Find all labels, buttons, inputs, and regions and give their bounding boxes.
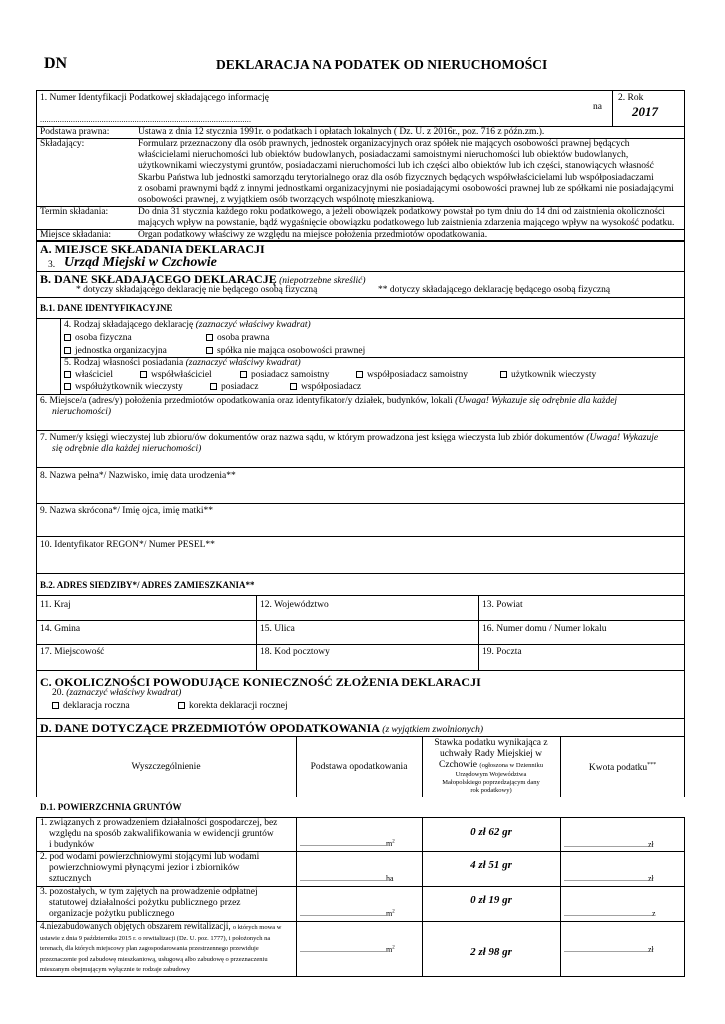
- divider: [60, 357, 61, 394]
- row4-label: 4.niezabudowanych objętych obszarem rewitalizacji, o których mowa w ustawie z dnia 9 października 2015 r. o rewitalizacji (Dz. U. poz. 1777), i położonych na terenach, dla których miejscowy plan zagospodarowania przestrzennego przewiduje przeznaczenie pod zabudowę mieszkaniową, usługową albo zabudowę o przeznaczeniu mieszanym obejmującym wyłącznie te rodzaje zabudowy: [40, 921, 282, 974]
- field6[interactable]: 6. Miejsce/a (adres/y) położenia przedmiotów opodatkowania oraz identyfikator/y działek, budynków, lokali (Uwaga! Wykazuje się odrębnie dla każdej nieruchomości): [40, 396, 618, 417]
- checkbox[interactable]: [206, 347, 213, 354]
- row3-label: 3. pozostałych, w tym zajętych na prowadzenie odpłatnej statutowej działalności pożytku publicznego przez organizacje pożytku publicznego: [40, 887, 258, 919]
- divider: [612, 90, 613, 126]
- row1-amount[interactable]: ..........................................zł: [564, 840, 654, 849]
- field3-num: 3.: [48, 260, 56, 270]
- col-kwota: Kwota podatku***: [588, 762, 657, 774]
- year-na: na: [593, 102, 602, 112]
- divider: [36, 644, 685, 645]
- opt-wlasciciel[interactable]: właściciel: [64, 370, 113, 380]
- field20-heading: 20. (zaznaczyć właściwy kwadrat): [52, 688, 182, 698]
- divider: [36, 736, 685, 737]
- row2-label: 2. pod wodami powierzchniowymi stojącymi lub wodami powierzchniowymi płynącymi jezior i zbiorników sztucznych: [40, 852, 260, 884]
- addr-wojewodztwo[interactable]: 12. Województwo: [260, 600, 329, 610]
- checkbox[interactable]: [240, 371, 247, 378]
- addr-numer-domu[interactable]: 16. Numer domu / Numer lokalu: [482, 624, 607, 634]
- b1-title: B.1. DANE IDENTYFIKACYJNE: [40, 303, 173, 313]
- row3-amount[interactable]: ............................................z: [564, 909, 656, 918]
- form-title: DEKLARACJA NA PODATEK OD NIERUCHOMOŚCI: [216, 57, 548, 72]
- divider: [478, 595, 479, 670]
- basis-text: Ustawa z dnia 12 stycznia 1991r. o podatkach i opłatach lokalnych ( Dz. U. z 2016r., poz. 716 z późn.zm.).: [138, 127, 545, 137]
- section-d-heading: [40, 721, 483, 736]
- row4-rate: 2 zł 98 gr: [470, 946, 512, 958]
- checkbox[interactable]: [290, 383, 297, 390]
- col-stawka: Stawka podatku wynikająca z uchwały Rady Miejskiej w Czchowie (ogłoszona w Dzienniku Urzędowym Województwa Małopolskiego poprzedzającym dany rok podatkowy): [434, 738, 548, 794]
- row1-rate: 0 zł 62 gr: [470, 826, 512, 838]
- addr-miejscowosc[interactable]: 17. Miejscowość: [40, 647, 105, 657]
- divider: [36, 670, 685, 671]
- addr-powiat[interactable]: 13. Powiat: [482, 600, 523, 610]
- filers-label: Składający:: [40, 139, 85, 149]
- checkbox[interactable]: [64, 371, 71, 378]
- field9[interactable]: 9. Nazwa skrócona*/ Imię ojca, imię matki**: [40, 506, 214, 516]
- opt-jednostka-organizacyjna[interactable]: jednostka organizacyjna: [64, 346, 167, 356]
- field8[interactable]: 8. Nazwa pełna*/ Nazwisko, imię data urodzenia**: [40, 471, 236, 481]
- place-label: Miejsce składania:: [40, 230, 111, 240]
- col-podstawa: Podstawa opodatkowania: [310, 762, 408, 772]
- d1-title: D.1. POWIERZCHNIA GRUNTÓW: [40, 802, 182, 812]
- divider: [36, 718, 685, 719]
- divider: [296, 736, 297, 976]
- opt-deklaracja-roczna[interactable]: deklaracja roczna: [52, 701, 130, 711]
- divider: [36, 467, 685, 468]
- checkbox[interactable]: [178, 702, 185, 709]
- checkbox[interactable]: [500, 371, 507, 378]
- nip-label: 1. Numer Identyfikacji Podatkowej składającego informację: [40, 93, 269, 103]
- divider: [256, 595, 257, 670]
- section-d-title: D. DANE DOTYCZĄCE PRZEDMIOTÓW OPODATKOWANIA: [40, 721, 380, 735]
- addr-kod-pocztowy[interactable]: 18. Kod pocztowy: [260, 647, 330, 657]
- addr-kraj[interactable]: 11. Kraj: [40, 600, 71, 610]
- divider: [36, 573, 685, 574]
- opt-posiadacz[interactable]: posiadacz: [210, 382, 258, 392]
- checkbox[interactable]: [64, 334, 71, 341]
- row1-label: 1. związanych z prowadzeniem działalności gospodarczej, bez względu na sposób zakwalifikowania w ewidencji gruntów i budynków: [40, 818, 278, 850]
- divider: [36, 620, 685, 621]
- row1-base[interactable]: $...........................................m^2$: [300, 839, 395, 848]
- section-b-title: B. DANE SKŁADAJĄCEGO DEKLARACJĘ: [40, 272, 277, 286]
- row3-base[interactable]: $...........................................m^2$: [300, 909, 395, 918]
- opt-wspolposiadacz[interactable]: współposiadacz: [290, 382, 361, 392]
- row3-rate: 0 zł 19 gr: [470, 894, 512, 906]
- section-d-note: (z wyjątkiem zwolnionych): [382, 725, 484, 735]
- field7[interactable]: 7. Numer/y księgi wieczystej lub zbioru/ów dokumentów oraz nazwa sądu, w którym prowadzona jest księga wieczysta lub zbiór dokumentów (Uwaga! Wykazuje się odrębnie dla każdej nieruchomości): [40, 433, 659, 454]
- divider: [36, 430, 685, 431]
- nip-input[interactable]: ................................................................................................: [40, 115, 252, 124]
- opt-wspolwlasciciel[interactable]: współwłaściciel: [140, 370, 212, 380]
- addr-gmina[interactable]: 14. Gmina: [40, 624, 81, 634]
- star1-note: * dotyczy składającego deklarację nie będącego osobą fizyczną: [76, 285, 318, 295]
- divider: [36, 503, 685, 504]
- divider: [36, 318, 685, 319]
- row2-amount[interactable]: ..........................................zł: [564, 874, 654, 883]
- field10[interactable]: 10. Identyfikator REGON*/ Numer PESEL**: [40, 540, 215, 550]
- divider: [36, 595, 685, 596]
- year-label: 2. Rok: [618, 93, 644, 103]
- deadline-text: Do dnia 31 stycznia każdego roku podatkowego, a jeżeli obowiązek podatkowy powstał po tym dniu do 14 dni od zaistnienia okoliczności mających wpływ na powstanie, bądź wygaśnięcie obowiązku podatkowego lub zaistnienia zdarzenia mającego wpływ na wysokość podatku.: [138, 207, 675, 229]
- opt-osoba-prawna[interactable]: osoba prawna: [206, 333, 270, 343]
- divider: [36, 394, 685, 395]
- checkbox[interactable]: [210, 383, 217, 390]
- row2-rate: 4 zł 51 gr: [470, 859, 512, 871]
- row4-base[interactable]: $...........................................m^2$: [300, 945, 395, 954]
- divider: [36, 536, 685, 537]
- field4-heading: 4. Rodzaj składającego deklarację (zaznaczyć właściwy kwadrat): [64, 320, 311, 330]
- opt-spolka[interactable]: spółka nie mająca osobowości prawnej: [206, 346, 365, 356]
- section-a-title: A. MIEJSCE SKŁADANIA DEKLARACJI: [40, 242, 265, 256]
- checkbox[interactable]: [206, 334, 213, 341]
- addr-ulica[interactable]: 15. Ulica: [260, 624, 295, 634]
- year-value[interactable]: 2017: [632, 104, 658, 119]
- checkbox[interactable]: [64, 383, 71, 390]
- row4-amount[interactable]: ..........................................zł: [564, 945, 654, 954]
- opt-korekta[interactable]: korekta deklaracji rocznej: [178, 701, 288, 711]
- star2-note: ** dotyczy składającego deklarację będącego osobą fizyczną: [378, 285, 611, 295]
- checkbox[interactable]: [140, 371, 147, 378]
- deadline-label: Termin składania:: [40, 207, 109, 217]
- col-wyszczegolnienie: Wyszczególnienie: [131, 762, 201, 772]
- row2-base[interactable]: ...........................................ha: [300, 874, 394, 883]
- section-b-note: (niepotrzebne skreślić): [279, 276, 366, 286]
- divider: [36, 297, 685, 298]
- field5-heading: 5. Rodzaj własności posiadania (zaznaczyć właściwy kwadrat): [64, 358, 301, 368]
- opt-wspolposiadacz-samoistny[interactable]: współposiadacz samoistny: [356, 370, 468, 380]
- opt-posiadacz-samoistny[interactable]: posiadacz samoistny: [240, 370, 329, 380]
- checkbox[interactable]: [356, 371, 363, 378]
- office-name[interactable]: Urząd Miejski w Czchowie: [64, 255, 217, 270]
- opt-wspoluzytkownik[interactable]: współużytkownik wieczysty: [64, 382, 183, 392]
- divider: [60, 318, 61, 358]
- place-text: Organ podatkowy właściwy ze względu na miejsce położenia przedmiotów opodatkowania.: [138, 230, 488, 240]
- section-c-title: C. OKOLICZNOŚCI POWODUJĄCE KONIECZNOŚĆ ZŁOŻENIA DEKLARACJI: [40, 675, 481, 689]
- basis-label: Podstawa prawna:: [40, 127, 110, 137]
- form-code: DN: [44, 55, 68, 72]
- filers-text: Formularz przeznaczony dla osób prawnych, jednostek organizacyjnych oraz spółek nie mających osobowości prawnej będących właścicielami nieruchomości lub obiektów budowlanych, posiadaczami samoistnymi nieruchomości lub obiektów budowlanych, użytkownikami wieczystymi gruntów, posiadaczami nieruchomości lub ich części albo obiektów lub ich części, stanowiących własność Skarbu Państwa lub jednostki samorządu terytorialnego oraz dla osób fizycznych będących współwłaścicielami lub współposiadaczami z osobami prawnymi bądź z innymi jednostkami organizacyjnymi nie posiadającymi osobowości prawnej lub ze spółkami nie posiadającymi osobowości prawnej, z wyjątkiem osób tworzących wspólnotę mieszkaniową.: [138, 139, 674, 206]
- b2-title: B.2. ADRES SIEDZIBY*/ ADRES ZAMIESZKANIA**: [40, 580, 255, 590]
- opt-uzytkownik-wieczysty[interactable]: użytkownik wieczysty: [500, 370, 596, 380]
- opt-osoba-fizyczna[interactable]: osoba fizyczna: [64, 333, 132, 343]
- addr-poczta[interactable]: 19. Poczta: [482, 647, 522, 657]
- checkbox[interactable]: [52, 702, 59, 709]
- checkbox[interactable]: [64, 347, 71, 354]
